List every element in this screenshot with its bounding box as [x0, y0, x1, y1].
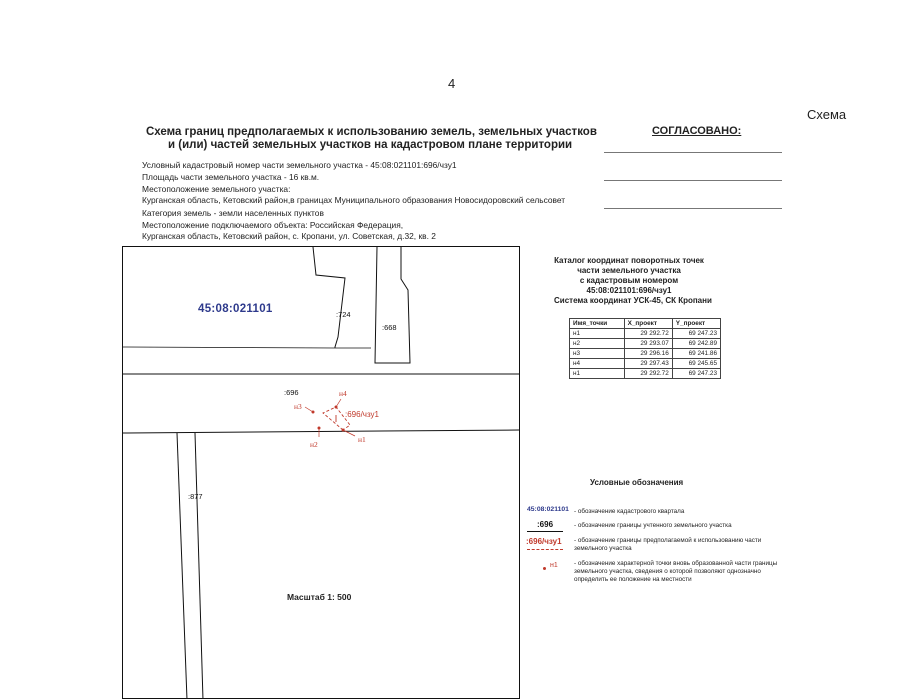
- cadastral-map: [122, 246, 520, 699]
- map-drawing: [123, 247, 520, 699]
- parcel-label-696-chzu1: :696/чзу1: [345, 410, 379, 419]
- point-label-n1: н1: [358, 435, 366, 444]
- signature-line: [604, 208, 782, 209]
- object-location-label: Местоположение подключаемого объекта: Российская Федерация,: [142, 220, 404, 230]
- legend-text-quarter: - обозначение кадастрового квартала: [574, 508, 685, 515]
- catalog-title-line-4: 45:08:021101:696/чзу1: [586, 286, 672, 295]
- legend-point-marker: [543, 567, 546, 570]
- legend-line-parcel: [527, 531, 563, 532]
- upper-boundary: [123, 347, 371, 348]
- table-cell: 69 241.86: [672, 349, 720, 359]
- scheme-title-line-1: Схема границ предполагаемых к использованию земель, земельных участков: [146, 126, 597, 138]
- column-header: Имя_точки: [570, 319, 625, 329]
- legend-line-part: [527, 549, 563, 550]
- catalog-title-line-1: Каталог координат поворотных точек: [554, 256, 704, 265]
- quarter-number-label: 45:08:021101: [198, 303, 273, 315]
- object-location-value: Курганская область, Кетовский район, с. Кропани, ул. Советская, д.32, кв. 2: [142, 231, 436, 241]
- legend-symbol-parcel: :696: [537, 520, 554, 529]
- table-cell: 29 292.72: [624, 329, 672, 339]
- table-cell: 29 292.72: [624, 369, 672, 379]
- parcel-668-boundary: [375, 247, 410, 363]
- column-header: X_проект: [624, 319, 672, 329]
- legend-text-part: - обозначение границы предполагаемой к использованию части земельного участка: [574, 537, 762, 552]
- column-header: Y_проект: [672, 319, 720, 329]
- table-row: [570, 329, 721, 339]
- area-line: Площадь части земельного участка - 16 кв.м.: [142, 172, 320, 182]
- scheme-document: [122, 118, 784, 604]
- table-cell: 29 297.43: [624, 359, 672, 369]
- table-header-row: [570, 319, 721, 329]
- parcel-877-boundary: [177, 433, 187, 699]
- table-cell: н3: [570, 349, 625, 359]
- agreed-heading: СОГЛАСОВАНО:: [652, 125, 742, 137]
- table-cell: 69 247.23: [672, 369, 720, 379]
- coordinates-catalog-title: [554, 256, 712, 306]
- parcel-label-724: :724: [336, 310, 351, 319]
- table-cell: н1: [570, 369, 625, 379]
- table-cell: 29 293.07: [624, 339, 672, 349]
- point-label-n3: н3: [294, 402, 302, 411]
- table-row: [570, 369, 721, 379]
- parcel-724-boundary: [313, 247, 345, 348]
- catalog-title-line-5: Система координат УСК-45, СК Кропани: [554, 296, 712, 305]
- land-category-line: Категория земель - земли населенных пунктов: [142, 208, 324, 218]
- parcel-696-bottom-boundary: [123, 430, 520, 433]
- table-row: [570, 359, 721, 369]
- legend-text-point: - обозначение характерной точки вновь образованной части границы земельного участка, сведения о которой позволяют однозначно определить ее положение на местности: [574, 560, 778, 583]
- legend-text-parcel: - обозначение границы учтенного земельного участка: [574, 522, 732, 529]
- legend-symbol-part: :696/чзу1: [526, 537, 562, 546]
- scheme-title-line-2: и (или) частей земельных участков на кадастровом плане территории: [168, 139, 573, 151]
- location-label: Местоположение земельного участка:: [142, 184, 291, 194]
- table-cell: 69 242.89: [672, 339, 720, 349]
- parcel-877-boundary: [195, 433, 203, 699]
- table-cell: н1: [570, 329, 625, 339]
- legend-symbol-quarter: 45:08:021101: [527, 506, 569, 513]
- page-number: 4: [448, 76, 456, 91]
- signature-line: [604, 180, 782, 181]
- table-cell: 69 245.65: [672, 359, 720, 369]
- location-value: Курганская область, Кетовский район,в границах Муниципального образования Новосидоровский сельсовет: [142, 195, 566, 205]
- table-cell: 29 296.16: [624, 349, 672, 359]
- corner-label: Схема: [807, 107, 847, 122]
- coordinates-table: [569, 318, 721, 379]
- point-label-n2: н2: [310, 440, 318, 449]
- cadastral-number-line: Условный кадастровый номер части земельного участка - 45:08:021101:696/чзу1: [142, 160, 457, 170]
- legend-title: Условные обозначения: [590, 478, 684, 487]
- legend-symbol-point: н1: [550, 562, 558, 569]
- map-scale: Масштаб 1: 500: [287, 592, 352, 602]
- table-row: [570, 349, 721, 359]
- leader-line: [336, 399, 341, 407]
- parcel-label-877: :877: [188, 492, 203, 501]
- table-row: [570, 339, 721, 349]
- parcel-label-696: :696: [284, 388, 299, 397]
- leader-line: [305, 407, 313, 412]
- table-cell: н2: [570, 339, 625, 349]
- catalog-title-line-3: с кадастровым номером: [579, 276, 679, 285]
- signature-line: [604, 152, 782, 153]
- parcel-label-668: :668: [382, 323, 397, 332]
- table-cell: 69 247.23: [672, 329, 720, 339]
- table-cell: н4: [570, 359, 625, 369]
- point-label-n4: н4: [339, 389, 347, 398]
- catalog-title-line-2: части земельного участка: [577, 266, 681, 275]
